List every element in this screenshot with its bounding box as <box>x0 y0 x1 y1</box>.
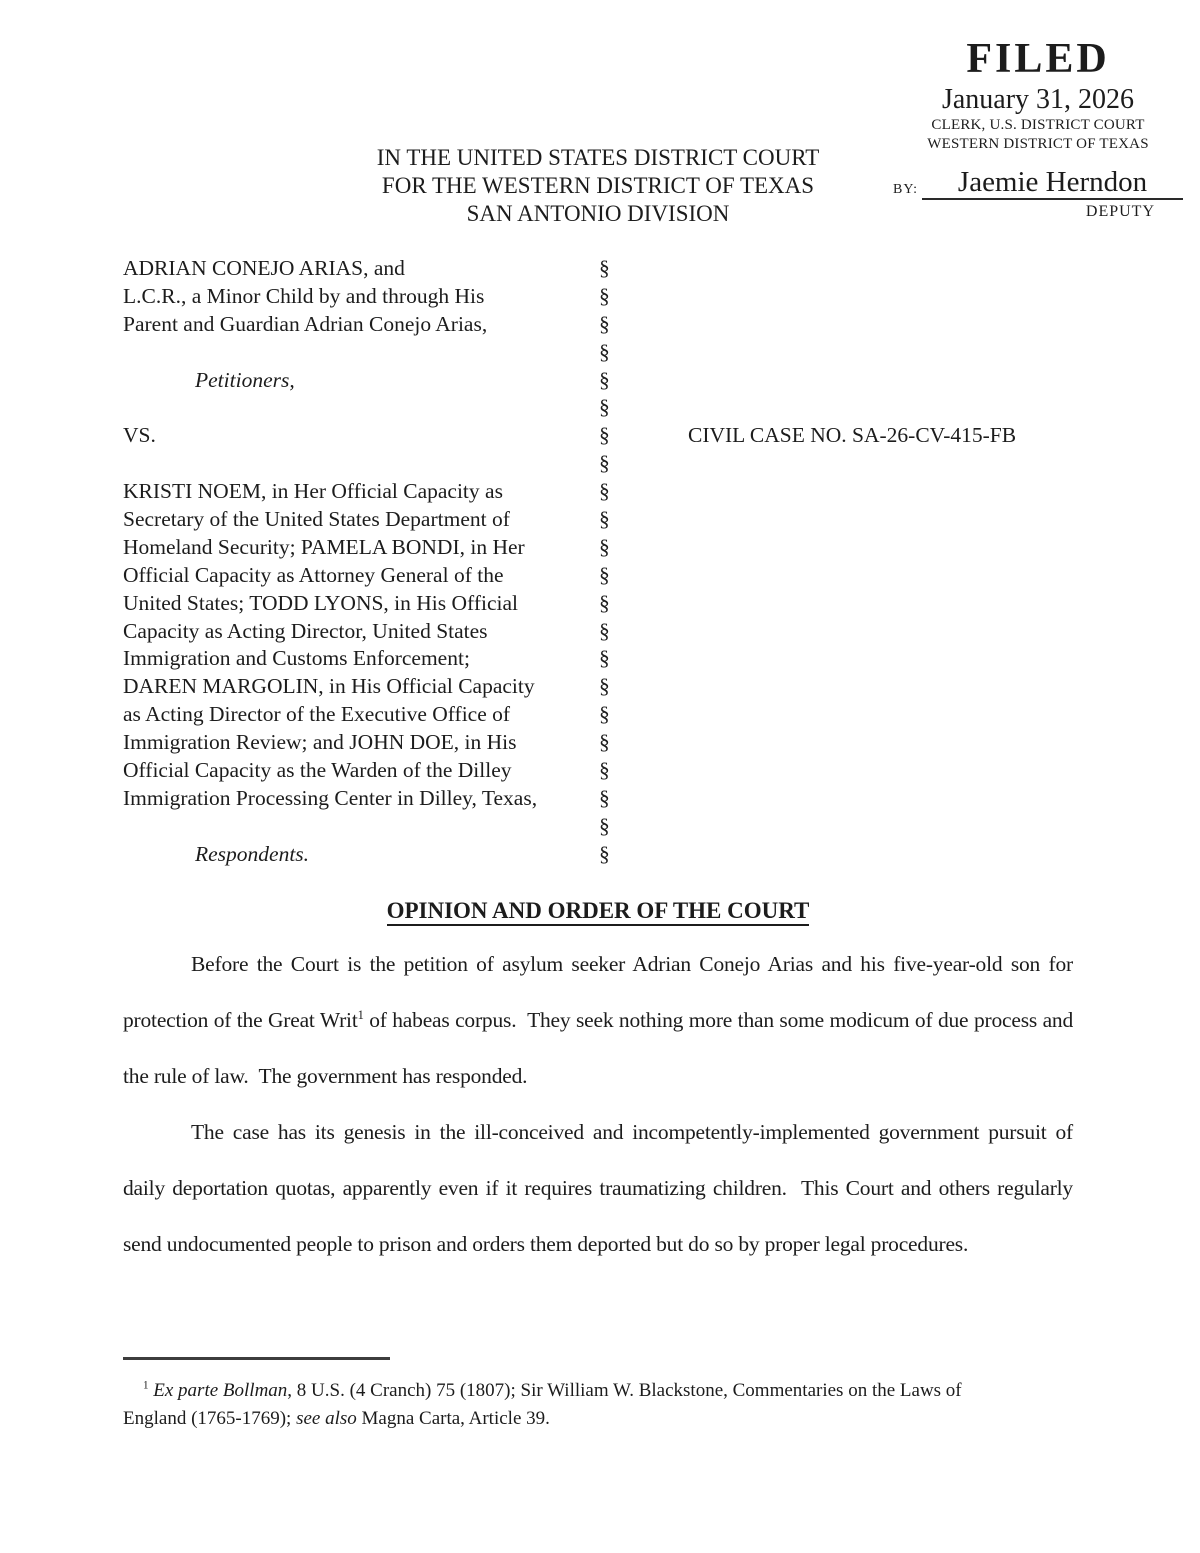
caption-role-label: Petitioners, <box>195 367 295 392</box>
caption-line: Immigration Processing Center in Dilley, Texas, <box>123 785 538 810</box>
deputy-label: DEPUTY <box>1085 203 1155 220</box>
caption-row <box>123 367 1073 395</box>
caption-row <box>123 618 1073 646</box>
by-label: BY: <box>893 182 919 197</box>
section-symbol: § <box>599 813 610 838</box>
caption-line <box>123 450 599 478</box>
caption-line: United States; TODD LYONS, in His Official <box>123 590 518 615</box>
court-heading-line-3: SAN ANTONIO DIVISION <box>466 201 730 226</box>
caption-line <box>123 813 599 841</box>
caption-line: Homeland Security; PAMELA BONDI, in Her <box>123 534 525 559</box>
caption-line: DAREN MARGOLIN, in His Official Capacity <box>123 674 535 699</box>
caption-row <box>123 283 1073 311</box>
caption-line: as Acting Director of the Executive Office of <box>123 702 511 727</box>
caption-line: Immigration Review; and JOHN DOE, in His <box>123 730 517 755</box>
section-symbol: § <box>599 758 610 783</box>
caption-row <box>123 841 1073 869</box>
court-heading-line-1: IN THE UNITED STATES DISTRICT COURT <box>376 145 820 170</box>
section-symbol: § <box>599 283 610 308</box>
section-symbol: § <box>599 534 610 559</box>
opinion-title-text: OPINION AND ORDER OF THE COURT <box>387 898 810 926</box>
caption-row <box>123 534 1073 562</box>
caption-line: Capacity as Acting Director, United States <box>123 618 488 643</box>
section-symbol: § <box>599 702 610 727</box>
caption-row <box>123 645 1073 673</box>
caption-line: Parent and Guardian Adrian Conejo Arias, <box>123 311 488 336</box>
caption-row <box>123 729 1073 757</box>
section-symbol: § <box>599 562 610 587</box>
footnote-reference: 1 <box>357 1007 364 1022</box>
filed-stamp-title: FILED <box>966 36 1110 82</box>
caption-role-label: Respondents. <box>195 841 310 866</box>
caption-row <box>123 757 1073 785</box>
body-paragraph-1: Before the Court is the petition of asylum seeker Adrian Conejo Arias and his five-year-old son for protection of the Great Writ$^1$ of habeas corpus. They seek nothing more than some modicum of due process and the rule of law. The government has responded. <box>123 951 1079 1088</box>
section-symbol: § <box>599 618 610 643</box>
caption-row <box>123 478 1073 506</box>
opinion-title <box>123 897 1073 925</box>
case-number: CIVIL CASE NO. SA-26-CV-415-FB <box>688 423 1017 448</box>
caption-line: KRISTI NOEM, in Her Official Capacity as <box>123 479 503 504</box>
caption-line: Secretary of the United States Department of <box>123 507 510 532</box>
caption-row <box>123 255 1073 283</box>
case-caption <box>123 255 1073 869</box>
caption-line: Official Capacity as the Warden of the Dilley <box>123 758 512 783</box>
filed-stamp <box>893 36 1183 221</box>
section-symbol: § <box>599 785 610 810</box>
caption-line: ADRIAN CONEJO ARIAS, and <box>123 256 405 280</box>
section-symbol: § <box>599 256 610 280</box>
section-symbol: § <box>599 841 610 866</box>
section-symbol: § <box>599 646 610 671</box>
section-symbol: § <box>599 674 610 699</box>
section-symbol: § <box>599 507 610 532</box>
deputy-clerk-signature: Jaemie Herndon <box>957 166 1148 198</box>
section-symbol: § <box>599 311 610 336</box>
signature-line <box>922 167 1183 200</box>
caption-line <box>123 394 599 422</box>
section-symbol: § <box>599 423 610 448</box>
section-symbol: § <box>599 395 610 420</box>
filed-date: January 31, 2026 <box>941 84 1135 115</box>
section-symbol: § <box>599 590 610 615</box>
caption-line: L.C.R., a Minor Child by and through His <box>123 283 485 308</box>
caption-row <box>123 394 1073 422</box>
caption-line: Immigration and Customs Enforcement; <box>123 646 470 671</box>
caption-row <box>123 450 1073 478</box>
caption-row <box>123 673 1073 701</box>
caption-row <box>123 562 1073 590</box>
section-symbol: § <box>599 730 610 755</box>
clerk-district-line: WESTERN DISTRICT OF TEXAS <box>927 136 1149 152</box>
section-symbol: § <box>599 479 610 504</box>
section-symbol: § <box>599 451 610 476</box>
filed-by-row <box>893 167 1183 200</box>
caption-row <box>123 590 1073 618</box>
caption-line: Official Capacity as Attorney General of the <box>123 562 504 587</box>
deputy-row <box>893 203 1183 221</box>
caption-row <box>123 506 1073 534</box>
footnote: $^1$ Ex parte Bollman, 8 U.S. (4 Cranch) 75 (1807); Sir William W. Blackstone, Commentaries on the Laws of England (1765-1769); see also Magna Carta, Article 39. <box>123 1379 967 1429</box>
caption-row <box>123 339 1073 367</box>
body-paragraph-2: The case has its genesis in the ill-conceived and incompetently-implemented government pursuit of daily deportation quotas, apparently even if it requires traumatizing children. This Court and others regularly send undocumented people to prison and orders them deported but do so by proper legal procedures. <box>123 1119 1079 1256</box>
caption-line: VS. <box>123 423 156 448</box>
caption-line <box>123 339 599 367</box>
footnote-separator <box>123 1357 390 1360</box>
section-symbol: § <box>599 339 610 364</box>
court-heading-line-2: FOR THE WESTERN DISTRICT OF TEXAS <box>381 173 815 198</box>
caption-row <box>123 813 1073 841</box>
section-symbol: § <box>599 367 610 392</box>
caption-rows <box>123 255 1073 869</box>
caption-row <box>123 701 1073 729</box>
footnote-marker: 1 <box>143 1379 149 1392</box>
clerk-court-line: CLERK, U.S. DISTRICT COURT <box>931 117 1145 133</box>
caption-row <box>123 785 1073 813</box>
caption-row <box>123 311 1073 339</box>
